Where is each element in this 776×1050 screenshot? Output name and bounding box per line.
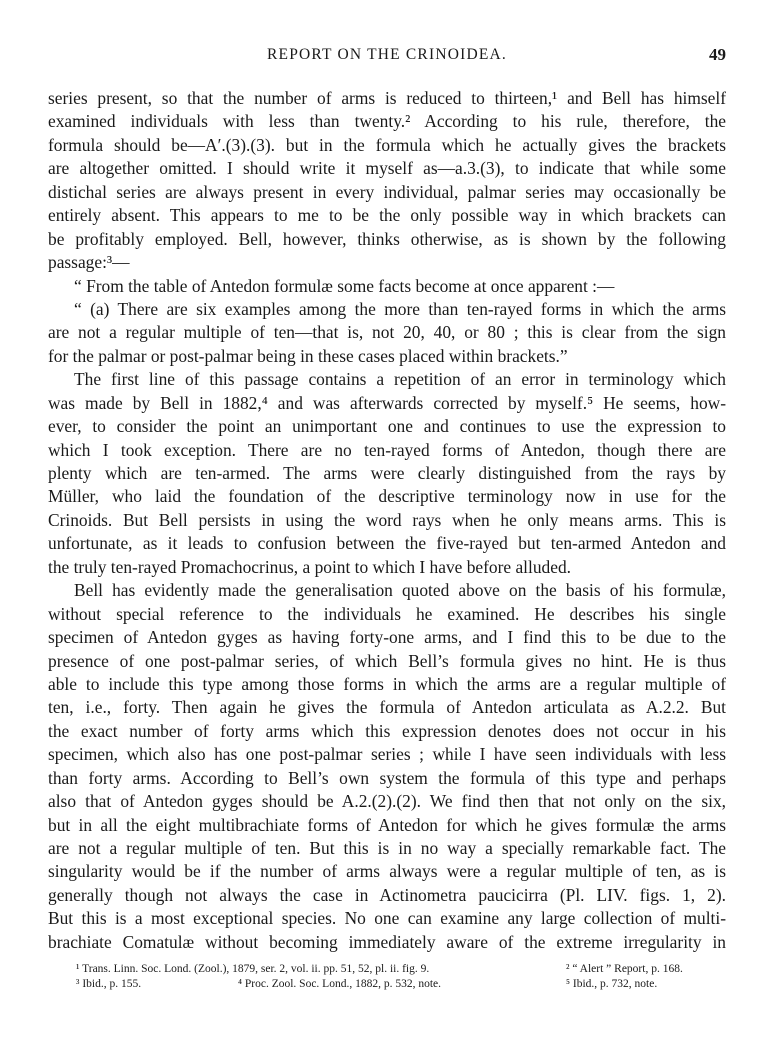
text-line: also that of Antedon gyges should be A.2.(2).(2). We find then that not only on the six, (48, 791, 726, 812)
text-line: formula should be—A′.(3).(3). but in the formula which he actually gives the brackets (48, 134, 726, 155)
text-line: presence of one post-palmar series, of which Bell’s formula gives no hint. He is thus (48, 650, 726, 671)
text-line: plenty which are ten-armed. The arms were clearly distinguished from the rays by (48, 463, 726, 483)
quote-line: “ From the table of Antedon formulæ some facts become at once apparent :— (74, 275, 615, 296)
running-head: REPORT ON THE CRINOIDEA. (267, 46, 507, 63)
text-line: the truly ten-rayed Promachocrinus, a point to which I have before alluded. (48, 556, 571, 577)
footnote-5: ⁵ Ibid., p. 732, note. (566, 978, 658, 990)
text-line: are altogether omitted. I should write it myself as—a.3.(3), to indicate that while some (48, 158, 726, 179)
text-line: ever, to consider the point an unimportant one and continues to use the expression to (48, 416, 726, 437)
text-line: The first line of this passage contains a repetition of an error in terminology which (74, 369, 726, 390)
footnote-row (48, 962, 726, 977)
text-line: Müller, who laid the foundation of the descriptive terminology now in use for the (48, 486, 726, 507)
text-line: distichal series are always present in every individual, palmar series may occasionally be (48, 181, 726, 202)
text-line: but in all the eight multibrachiate forms of Antedon for which he gives formulæ the arms (48, 814, 726, 835)
text-line: examined individuals with less than twenty.² According to his rule, therefore, the (48, 111, 726, 132)
body-text (48, 87, 726, 954)
text-line: Bell has evidently made the generalisation quoted above on the basis of his formulæ, (74, 580, 726, 601)
text-line: specimen, which also has one post-palmar series ; while I have seen individuals with less (48, 744, 726, 765)
text-line: which I took exception. There are no ten-rayed forms of Antedon, though there are (48, 439, 726, 460)
text-line: without special reference to the individuals he examined. He describes his single (48, 603, 726, 624)
text-line: generally though not always the case in Actinometra paucicirra (Pl. LIV. figs. 1, 2). (48, 884, 726, 905)
footnote-3: ³ Ibid., p. 155. (76, 978, 142, 990)
footnote-1: ¹ Trans. Linn. Soc. Lond. (Zool.), 1879, ser. 2, vol. ii. pp. 51, 52, pl. ii. fig. 9. (76, 963, 430, 975)
text-line: be profitably employed. Bell, however, thinks otherwise, as is shown by the following (48, 228, 726, 249)
footnotes (48, 962, 726, 992)
text-line: passage:³— (48, 252, 130, 273)
footnote-2: ² “ Alert ” Report, p. 168. (566, 963, 683, 975)
quote-line: are not a regular multiple of ten—that is, not 20, 40, or 80 ; this is clear from the sign (48, 322, 726, 343)
text-line: specimen of Antedon gyges as having forty-one arms, and I find this to be due to the (48, 627, 726, 648)
text-line: able to include this type among those forms in which the arms are a regular multiple of (48, 673, 726, 694)
quote-line: “ (a) There are six examples among the more than ten-rayed forms in which the arms (74, 298, 726, 319)
text-line: entirely absent. This appears to me to be the only possible way in which brackets can (48, 205, 726, 226)
page-header (48, 46, 726, 70)
text-line: Crinoids. But Bell persists in using the word rays when he only means arms. This is (48, 509, 726, 530)
text-line: the exact number of forty arms which this expression denotes does not occur in his (48, 720, 726, 741)
text-line: are not a regular multiple of ten. But this is in no way a specially remarkable fact. The (48, 838, 726, 858)
text-line: But this is a most exceptional species. No one can examine any large collection of multi- (48, 908, 726, 929)
text-line: singularity would be if the number of arms always were a regular multiple of ten, as is (48, 861, 726, 882)
text-line: brachiate Comatulæ without becoming immediately aware of the extreme irregularity in (48, 931, 726, 952)
footnote-4: ⁴ Proc. Zool. Soc. Lond., 1882, p. 532, note. (238, 978, 442, 990)
footnote-row (48, 977, 726, 992)
text-line: was made by Bell in 1882,⁴ and was afterwards corrected by myself.⁵ He seems, how- (48, 392, 726, 413)
page-number: 49 (709, 45, 726, 64)
text-line: unfortunate, as it leads to confusion between the five-rayed but ten-armed Antedon and (48, 533, 726, 554)
text-line: ten, i.e., forty. Then again he gives the formula of Antedon articulata as A.2.2. But (48, 697, 726, 718)
quote-line: for the palmar or post-palmar being in these cases placed within brackets.” (48, 345, 568, 366)
text-line: than forty arms. According to Bell’s own system the formula of this type and perhaps (48, 767, 726, 788)
text-line: series present, so that the number of arms is reduced to thirteen,¹ and Bell has himself (48, 88, 726, 108)
